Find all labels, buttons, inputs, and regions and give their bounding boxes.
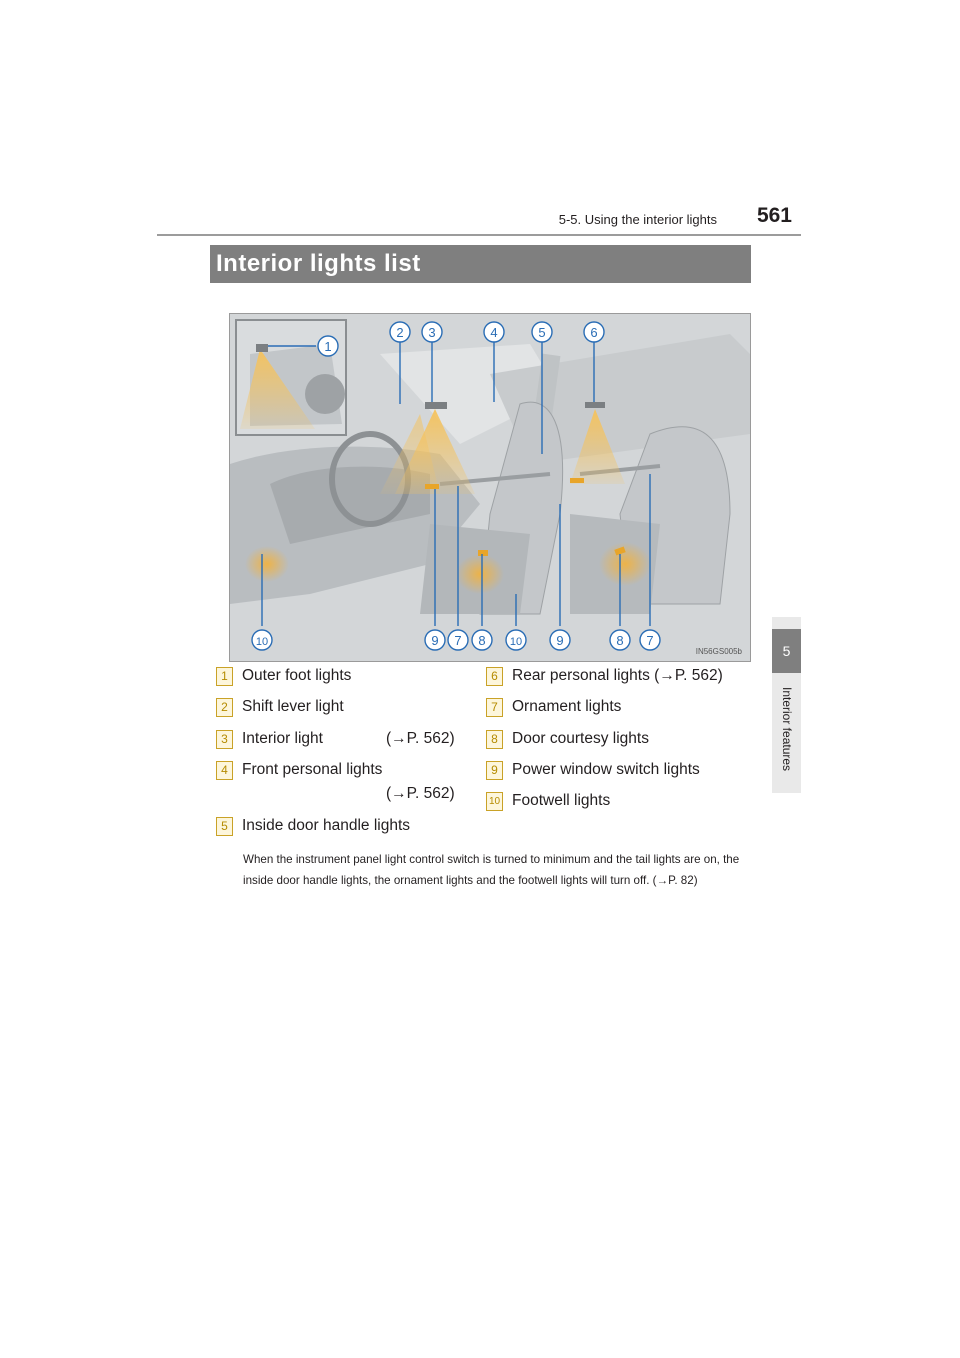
svg-text:9: 9 (556, 633, 564, 648)
callout-8-front (472, 630, 492, 650)
item-number: 6 (486, 667, 503, 686)
door-courtesy-glow (456, 554, 504, 594)
svg-text:7: 7 (454, 633, 462, 648)
callout-6 (584, 322, 604, 342)
callout-9-front (425, 630, 445, 650)
item-text: Inside door handle lights (242, 817, 411, 834)
svg-text:10: 10 (255, 636, 269, 648)
item-number: 7 (486, 698, 503, 717)
page-header (466, 204, 792, 232)
item-text: Front personal lights (242, 761, 383, 778)
callout-3 (422, 322, 442, 342)
interior-lights-figure (229, 313, 751, 662)
item-text: Door courtesy lights (512, 730, 649, 747)
svg-text:6: 6 (590, 325, 598, 340)
section-heading-text: Interior lights list (216, 250, 421, 277)
item-text: Shift lever light (242, 698, 344, 715)
item-number: 3 (216, 730, 233, 749)
svg-text:2: 2 (396, 325, 404, 340)
svg-text:1: 1 (324, 339, 332, 354)
svg-text:9: 9 (431, 633, 439, 648)
svg-text:7: 7 (646, 633, 654, 648)
image-code: IN56GS005b (695, 647, 742, 656)
page-reference: (→P. 562) (386, 730, 455, 747)
svg-text:8: 8 (478, 633, 486, 648)
car-interior-illustration (230, 314, 750, 661)
callout-5 (532, 322, 552, 342)
svg-text:8: 8 (616, 633, 624, 648)
svg-text:5: 5 (538, 325, 546, 340)
item-number: 2 (216, 698, 233, 717)
item-text: Ornament lights (512, 698, 622, 715)
callout-2 (390, 322, 410, 342)
callout-10-left (252, 630, 272, 650)
item-text: Interior light (242, 730, 323, 747)
callout-4 (484, 322, 504, 342)
section-title: 5-5. Using the interior lights (558, 212, 717, 227)
list-item-front-personal-lights (216, 761, 466, 806)
item-text: Power window switch lights (512, 761, 700, 778)
footwell-glow-left (245, 546, 289, 582)
rear-door-courtesy-glow (599, 542, 651, 586)
item-number: 4 (216, 761, 233, 780)
callout-7-front (448, 630, 468, 650)
note-paragraph: When the instrument panel light control switch is turned to minimum and the tail lights are on, the inside door handle lights, the ornament lights and the footwell lights will turn off. (→P. 82) (243, 853, 740, 887)
item-number: 1 (216, 667, 233, 686)
chapter-number: 5 (772, 629, 801, 673)
item-text: Rear personal lights (→P. 562) (512, 667, 723, 684)
item-number: 10 (486, 792, 503, 811)
chapter-tab (772, 617, 801, 793)
svg-text:3: 3 (428, 325, 436, 340)
item-number: 5 (216, 817, 233, 836)
svg-text:4: 4 (490, 325, 498, 340)
callout-7-rear (640, 630, 660, 650)
item-text: Footwell lights (512, 792, 611, 809)
callout-1 (318, 336, 338, 356)
page-number: 561 (756, 204, 792, 227)
item-number: 9 (486, 761, 503, 780)
svg-text:10: 10 (509, 636, 523, 648)
item-text: Outer foot lights (242, 667, 352, 684)
chapter-label: Interior features (780, 687, 794, 772)
header-rule (157, 234, 801, 236)
page-reference: (→P. 562) (386, 785, 455, 802)
section-heading (210, 245, 751, 283)
callout-10-center (506, 630, 526, 650)
callout-9-rear (550, 630, 570, 650)
callout-8-rear (610, 630, 630, 650)
item-number: 8 (486, 730, 503, 749)
